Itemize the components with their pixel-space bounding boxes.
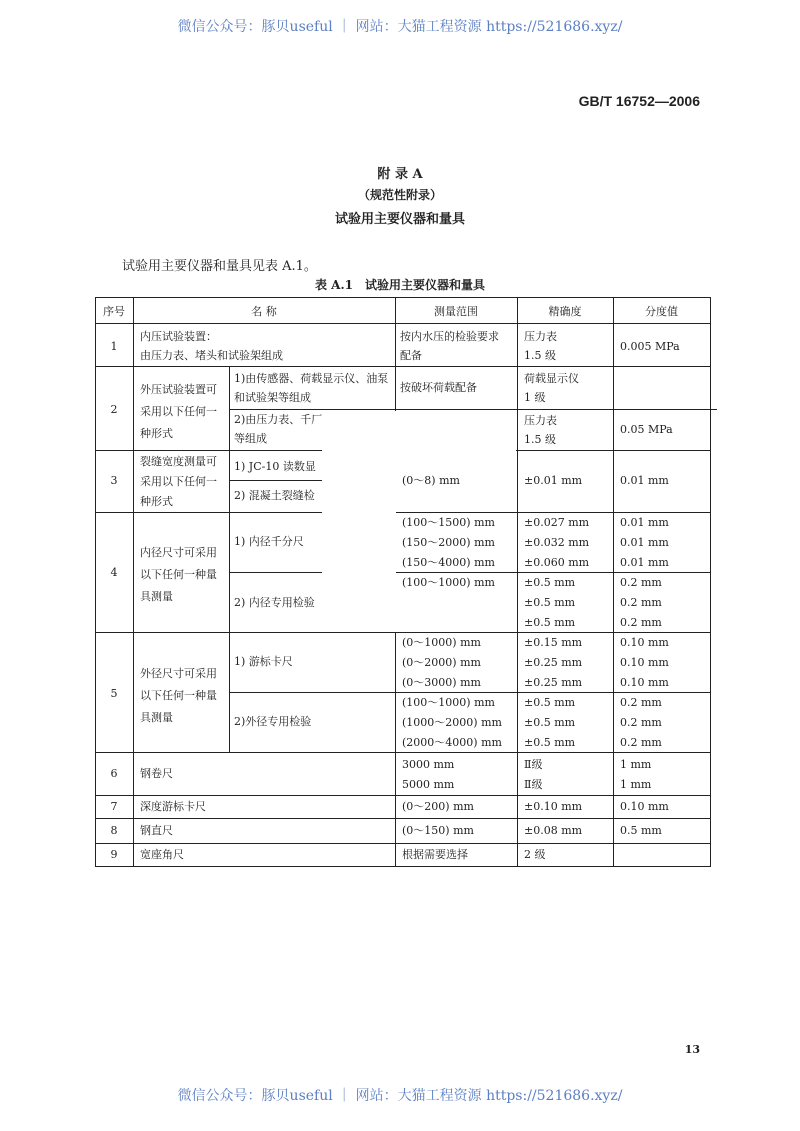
table-cell-text: 6: [110, 767, 118, 780]
table-cell-text: 0.5 mm: [620, 824, 662, 837]
table-cell-text: ±0.25 mm: [524, 656, 583, 669]
table-cell-text: 宽座角尺: [140, 848, 184, 861]
table-cell-text: 0.2 mm: [620, 596, 662, 609]
table-cell-text: 0.2 mm: [620, 696, 662, 709]
table-rule: [95, 818, 710, 819]
table-cell-text: (150～4000) mm: [402, 556, 495, 569]
table-cell-text: 2) 混凝土裂缝检: [234, 489, 315, 502]
table-cell-text: 0.2 mm: [620, 716, 662, 729]
table-rule: [133, 297, 134, 867]
table-cell-text: 4: [110, 566, 118, 579]
table-cell-text: 内径尺寸可采用: [140, 546, 217, 559]
table-cell-text: 0.2 mm: [620, 576, 662, 589]
table-rule: [95, 795, 710, 796]
table-cell-text: 具测量: [140, 711, 173, 724]
table-rule: [710, 297, 711, 867]
table-cell-text: 2)外径专用检验: [234, 715, 312, 728]
table-cell-text: 0.10 mm: [620, 636, 669, 649]
table-cell-text: 1 级: [524, 391, 546, 404]
page-number: 13: [684, 1043, 700, 1056]
table-cell-text: 5: [110, 687, 118, 700]
table-cell-text: ±0.10 mm: [524, 800, 583, 813]
table-cell-text: 9: [110, 848, 118, 861]
table-cell-text: 荷载显示仪: [524, 372, 579, 385]
table-cell-text: 8: [110, 824, 118, 837]
table-cell-text: 按内水压的检验要求: [400, 330, 499, 343]
table-cell-text: 1.5 级: [524, 349, 556, 362]
table-cell-text: 分度值: [645, 305, 678, 318]
appendix-title: 附 录 A: [377, 167, 423, 182]
table-cell-text: (0～200) mm: [402, 800, 474, 813]
table-rule: [95, 366, 710, 367]
table-cell-text: 采用以下任何一: [140, 475, 217, 488]
table-cell-text: 1) 游标卡尺: [234, 655, 293, 668]
table-cell-text: ±0.5 mm: [524, 596, 576, 609]
table-cell-text: ±0.032 mm: [524, 536, 590, 549]
table-rule: [229, 366, 230, 752]
table-cell-text: (0～2000) mm: [402, 656, 481, 669]
table-cell-text: (100～1000) mm: [402, 696, 495, 709]
table-cell-text: 2: [110, 403, 118, 416]
watermark-bottom: 微信公众号：豚贝useful ｜ 网站：大猫工程资源 https://521686.xyz/: [177, 1088, 623, 1104]
table-cell-text: 0.2 mm: [620, 736, 662, 749]
table-cell-text: 和试验架等组成: [234, 391, 311, 404]
table-cell-text: ±0.5 mm: [524, 716, 576, 729]
table-cell-text: ±0.08 mm: [524, 824, 583, 837]
table-rule: [613, 297, 614, 867]
table-cell-text: 裂缝宽度测量可: [140, 455, 217, 468]
table-cell-text: (0～8) mm: [402, 474, 460, 487]
table-cell-text: 精确度: [548, 305, 582, 318]
table-cell-text: ±0.5 mm: [524, 616, 576, 629]
table-cell-text: 2)由压力表、千厂: [234, 413, 323, 426]
table-rule: [95, 843, 710, 844]
table-cell-text: 具测量: [140, 590, 173, 603]
table-cell-text: 3000 mm: [402, 758, 455, 771]
table-cell-text: 1) 内径千分尺: [234, 535, 304, 548]
table-cell-text: 0.2 mm: [620, 616, 662, 629]
table-cell-text: 以下任何一种量: [140, 689, 217, 702]
table-cell-text: 1)由传感器、荷载显示仪、油泵: [234, 372, 389, 385]
table-cell-text: 3: [110, 474, 118, 487]
table-cell-text: ±0.5 mm: [524, 696, 576, 709]
table-cell-text: (100～1500) mm: [402, 516, 495, 529]
table-cell-text: 序号: [103, 305, 125, 318]
table-cell-text: 1 mm: [620, 778, 652, 791]
table-cell-text: 以下任何一种量: [140, 568, 217, 581]
table-rule: [517, 297, 518, 867]
table-cell-text: 2) 内径专用检验: [234, 596, 315, 609]
table-cell-text: 0.01 mm: [620, 536, 669, 549]
table-cell-text: ±0.15 mm: [524, 636, 583, 649]
table-cell-text: 5000 mm: [402, 778, 455, 791]
redaction-mask: [396, 594, 516, 631]
table-rule: [95, 323, 710, 324]
appendix-subtitle: 试验用主要仪器和量具: [334, 212, 465, 227]
table-cell-text: ±0.25 mm: [524, 676, 583, 689]
table-cell-text: (150～2000) mm: [402, 536, 495, 549]
table-cell-text: ±0.060 mm: [524, 556, 590, 569]
table-rule: [95, 297, 710, 298]
table-cell-text: 名 称: [251, 305, 277, 318]
table-cell-text: 种形式: [140, 427, 173, 440]
table-cell-text: 2 级: [524, 848, 546, 861]
table-cell-text: (0～150) mm: [402, 824, 474, 837]
table-cell-text: 0.10 mm: [620, 676, 669, 689]
table-cell-text: 测量范围: [434, 305, 478, 318]
table-cell-text: 压力表: [524, 414, 557, 427]
appendix-type: （规范性附录）: [357, 188, 442, 202]
table-cell-text: ±0.01 mm: [524, 474, 583, 487]
table-rule: [95, 866, 710, 867]
table-cell-text: 外压试验装置可: [140, 383, 217, 396]
table-cell-text: ±0.5 mm: [524, 736, 576, 749]
intro-text: 试验用主要仪器和量具见表 A.1。: [122, 259, 317, 274]
watermark-top: 微信公众号：豚贝useful ｜ 网站：大猫工程资源 https://521686.xyz/: [177, 19, 623, 35]
table-cell-text: 0.01 mm: [620, 516, 669, 529]
table-cell-text: 0.05 MPa: [620, 423, 673, 436]
table-cell-text: 0.005 MPa: [620, 340, 680, 353]
table-cell-text: 1.5 级: [524, 433, 556, 446]
table-cell-text: (0～3000) mm: [402, 676, 481, 689]
table-cell-text: 按破坏荷载配备: [400, 381, 477, 394]
table-cell-text: (2000～4000) mm: [402, 736, 502, 749]
table-cell-text: 压力表: [524, 330, 557, 343]
table-cell-text: 钢卷尺: [140, 767, 173, 780]
redaction-mask: [322, 411, 516, 473]
table-cell-text: (1000～2000) mm: [402, 716, 502, 729]
table-cell-text: 1 mm: [620, 758, 652, 771]
table-cell-text: Ⅱ级: [524, 758, 543, 771]
table-cell-text: 1) JC-10 读数显: [234, 460, 316, 473]
table-cell-text: 0.10 mm: [620, 800, 669, 813]
table-cell-text: 0.01 mm: [620, 556, 669, 569]
table-cell-text: (0～1000) mm: [402, 636, 481, 649]
table-cell-text: ±0.027 mm: [524, 516, 590, 529]
table-cell-text: 采用以下任何一: [140, 405, 217, 418]
table-cell-text: 1: [110, 340, 118, 353]
table-cell-text: 钢直尺: [140, 824, 173, 837]
table-cell-text: 内压试验装置：: [140, 330, 217, 343]
table-cell-text: 由压力表、堵头和试验架组成: [140, 349, 283, 362]
table-cell-text: 7: [110, 800, 118, 813]
table-cell-text: ±0.5 mm: [524, 576, 576, 589]
table-cell-text: 等组成: [234, 432, 267, 445]
table-cell-text: Ⅱ级: [524, 778, 543, 791]
table-rule: [95, 752, 710, 753]
table-cell-text: 种形式: [140, 495, 173, 508]
table-cell-text: 0.01 mm: [620, 474, 669, 487]
table-cell-text: 外径尺寸可采用: [140, 667, 217, 680]
table-cell-text: (100～1000) mm: [402, 576, 495, 589]
table-cell-text: 根据需要选择: [402, 848, 468, 861]
table-caption: 表 A.1 试验用主要仪器和量具: [314, 278, 486, 292]
standard-number: GB/T 16752—2006: [578, 93, 700, 109]
table-cell-text: 配备: [400, 349, 422, 362]
table-cell-text: 0.10 mm: [620, 656, 669, 669]
table-cell-text: 深度游标卡尺: [140, 800, 206, 813]
